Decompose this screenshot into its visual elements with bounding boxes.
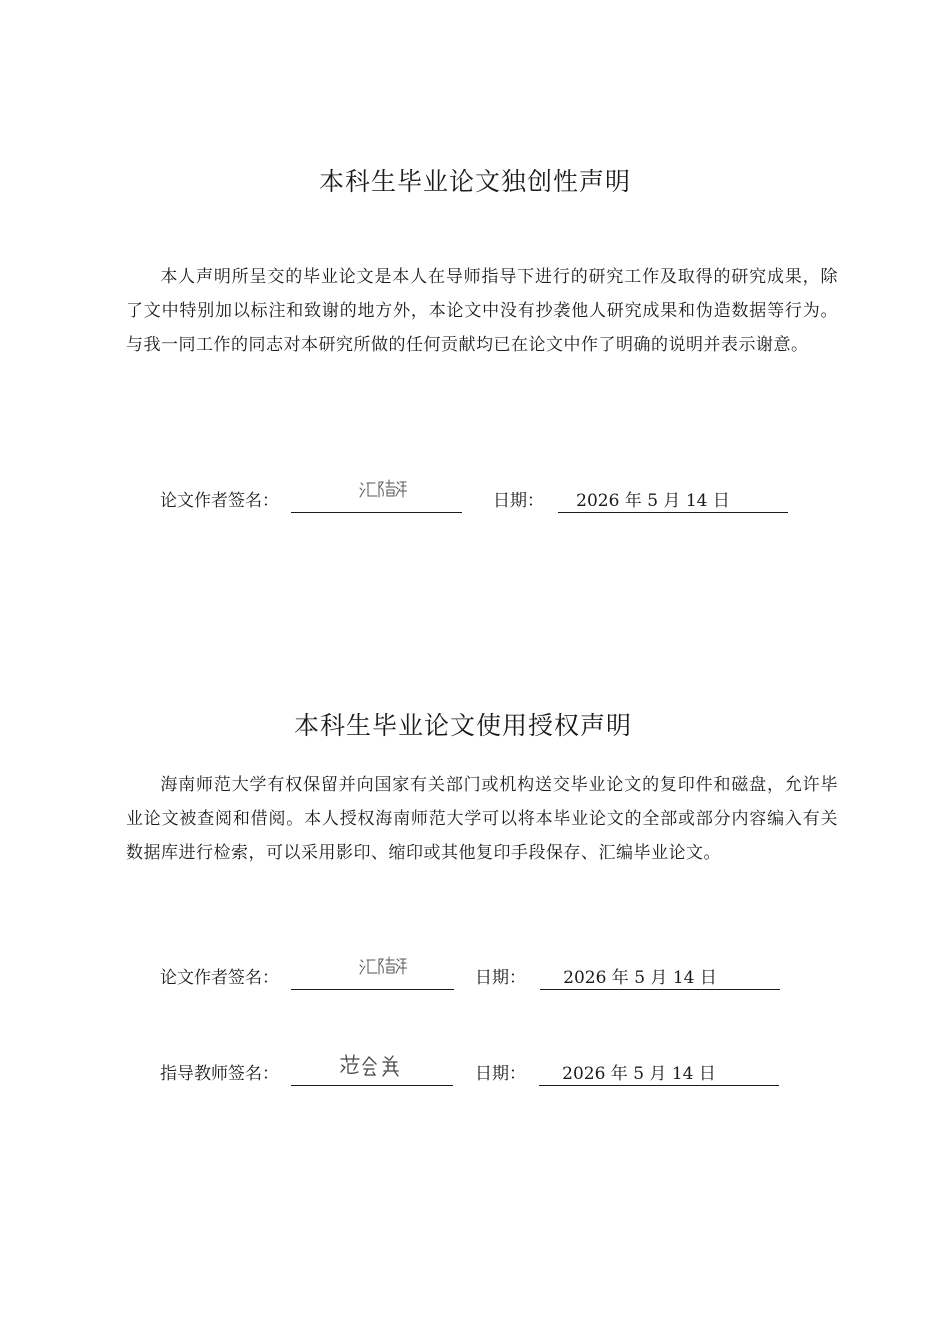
date-label: 日期： bbox=[493, 491, 544, 511]
authorization-author-row bbox=[160, 963, 800, 993]
originality-signature-row bbox=[160, 486, 800, 516]
originality-body bbox=[126, 260, 838, 362]
author-signature-line bbox=[291, 486, 462, 513]
author-signature-image bbox=[359, 478, 407, 500]
date-value: 2026 年 5 月 14 日 bbox=[563, 968, 717, 988]
date-line bbox=[558, 486, 788, 513]
date-label: 日期： bbox=[475, 1064, 526, 1084]
originality-body-text: 本人声明所呈交的毕业论文是本人在导师指导下进行的研究工作及取得的研究成果，除了文中特别加以标注和致谢的地方外，本论文中没有抄袭他人研究成果和伪造数据等行为。与我一同工作的同志对本研究所做的任何贡献均已在论文中作了明确的说明并表示谢意。 bbox=[126, 267, 838, 355]
originality-title: 本科生毕业论文独创性声明 bbox=[318, 167, 631, 196]
author-signature-image bbox=[359, 955, 407, 977]
date-line bbox=[539, 1059, 779, 1086]
author-signature-label: 论文作者签名： bbox=[160, 491, 279, 511]
authorization-advisor-row bbox=[160, 1059, 800, 1089]
advisor-signature-line bbox=[291, 1059, 453, 1086]
authorization-body-text: 海南师范大学有权保留并向国家有关部门或机构送交毕业论文的复印件和磁盘，允许毕业论文被查阅和借阅。本人授权海南师范大学可以将本毕业论文的全部或部分内容编入有关数据库进行检索，可以采用影印、缩印或其他复印手段保存、汇编毕业论文。 bbox=[126, 775, 838, 863]
advisor-signature-image bbox=[339, 1053, 413, 1077]
date-label: 日期： bbox=[475, 968, 526, 988]
authorization-title: 本科生毕业论文使用授权声明 bbox=[293, 711, 632, 740]
author-signature-line bbox=[291, 963, 454, 990]
author-signature-label: 论文作者签名： bbox=[160, 968, 279, 988]
date-line bbox=[540, 963, 780, 990]
authorization-body bbox=[126, 768, 838, 870]
date-value: 2026 年 5 月 14 日 bbox=[562, 1064, 716, 1084]
date-value: 2026 年 5 月 14 日 bbox=[576, 491, 730, 511]
advisor-signature-label: 指导教师签名： bbox=[160, 1064, 279, 1084]
